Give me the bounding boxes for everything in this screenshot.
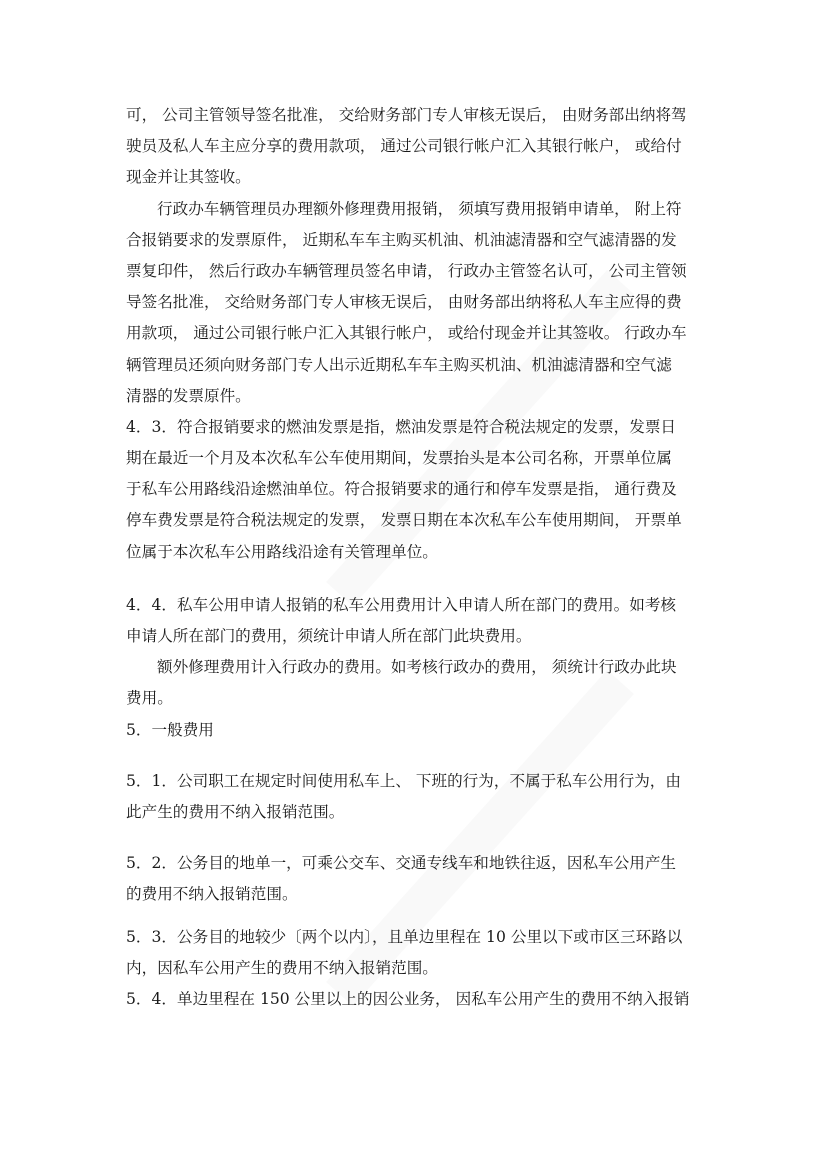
text-line: 的费用不纳入报销范围。 <box>126 885 298 904</box>
text-line: 位属于本次私车公用路线沿途有关管理单位。 <box>126 542 438 561</box>
text-line: 驶员及私人车主应分享的费用款项， 通过公司银行帐户汇入其银行帐户， 或给付 <box>126 137 682 156</box>
section-heading-5-2: 5．2．公务目的地单一，可乘公交车、交通专线车和地铁往返，因私车公用产生 <box>126 854 677 873</box>
text-line: 合报销要求的发票原件， 近期私车车主购买机油、机油滤清器和空气滤清器的发 <box>126 230 677 249</box>
document-body <box>126 100 716 1015</box>
section-heading-5-4: 5．4．单边里程在 150 公里以上的因公业务， 因私车公用产生的费用不纳入报销 <box>126 989 690 1008</box>
text-line: 额外修理费用计入行政办的费用。如考核行政办的费用， 须统计行政办此块 <box>157 658 677 677</box>
section-heading-4-4: 4．4．私车公用申请人报销的私车公用费用计入申请人所在部门的费用。如考核 <box>126 595 677 614</box>
text-line: 现金并让其签收。 <box>126 168 251 187</box>
text-line: 此产生的费用不纳入报销范围。 <box>126 802 345 821</box>
text-line: 可， 公司主管领导签名批准， 交给财务部门专人审核无误后， 由财务部出纳将驾 <box>126 106 687 124</box>
text-line: 行政办车辆管理员办理额外修理费用报销， 须填写费用报销申请单， 附上符 <box>157 199 682 218</box>
text-line: 票复印件， 然后行政办车辆管理员签名申请， 行政办主管签名认可， 公司主管领 <box>126 261 687 280</box>
text-line: 申请人所在部门的费用，须统计申请人所在部门此块费用。 <box>126 627 532 645</box>
section-heading-5: 5．一般费用 <box>126 720 214 739</box>
text-line: 停车费发票是符合税法规定的发票， 发票日期在本次私车公车使用期间， 开票单 <box>126 511 682 530</box>
section-heading-4-3: 4．3．符合报销要求的燃油发票是指，燃油发票是符合税法规定的发票，发票日 <box>126 417 677 436</box>
text-line: 内，因私车公用产生的费用不纳入报销范围。 <box>126 958 438 977</box>
text-line: 清器的发票原件。 <box>126 386 251 405</box>
text-line: 导签名批准， 交给财务部门专人审核无误后， 由财务部出纳将私人车主应得的费 <box>126 293 682 312</box>
text-line: 于私车公用路线沿途燃油单位。符合报销要求的通行和停车发票是指， 通行费及 <box>126 480 677 499</box>
text-line: 费用。 <box>126 689 173 708</box>
section-heading-5-1: 5．1．公司职工在规定时间使用私车上、 下班的行为，不属于私车公用行为，由 <box>126 771 681 790</box>
text-line: 辆管理员还须向财务部门专人出示近期私车车主购买机油、机油滤清器和空气滤 <box>126 355 672 374</box>
section-heading-5-3: 5．3．公务目的地较少〔两个以内〕，且单边里程在 10 公里以下或市区三环路以 <box>126 927 683 946</box>
text-line: 期在最近一个月及本次私车公车使用期间，发票抬头是本公司名称，开票单位属 <box>126 449 672 468</box>
text-line: 用款项， 通过公司银行帐户汇入其银行帐户， 或给付现金并让其签收。 行政办车 <box>126 324 687 343</box>
